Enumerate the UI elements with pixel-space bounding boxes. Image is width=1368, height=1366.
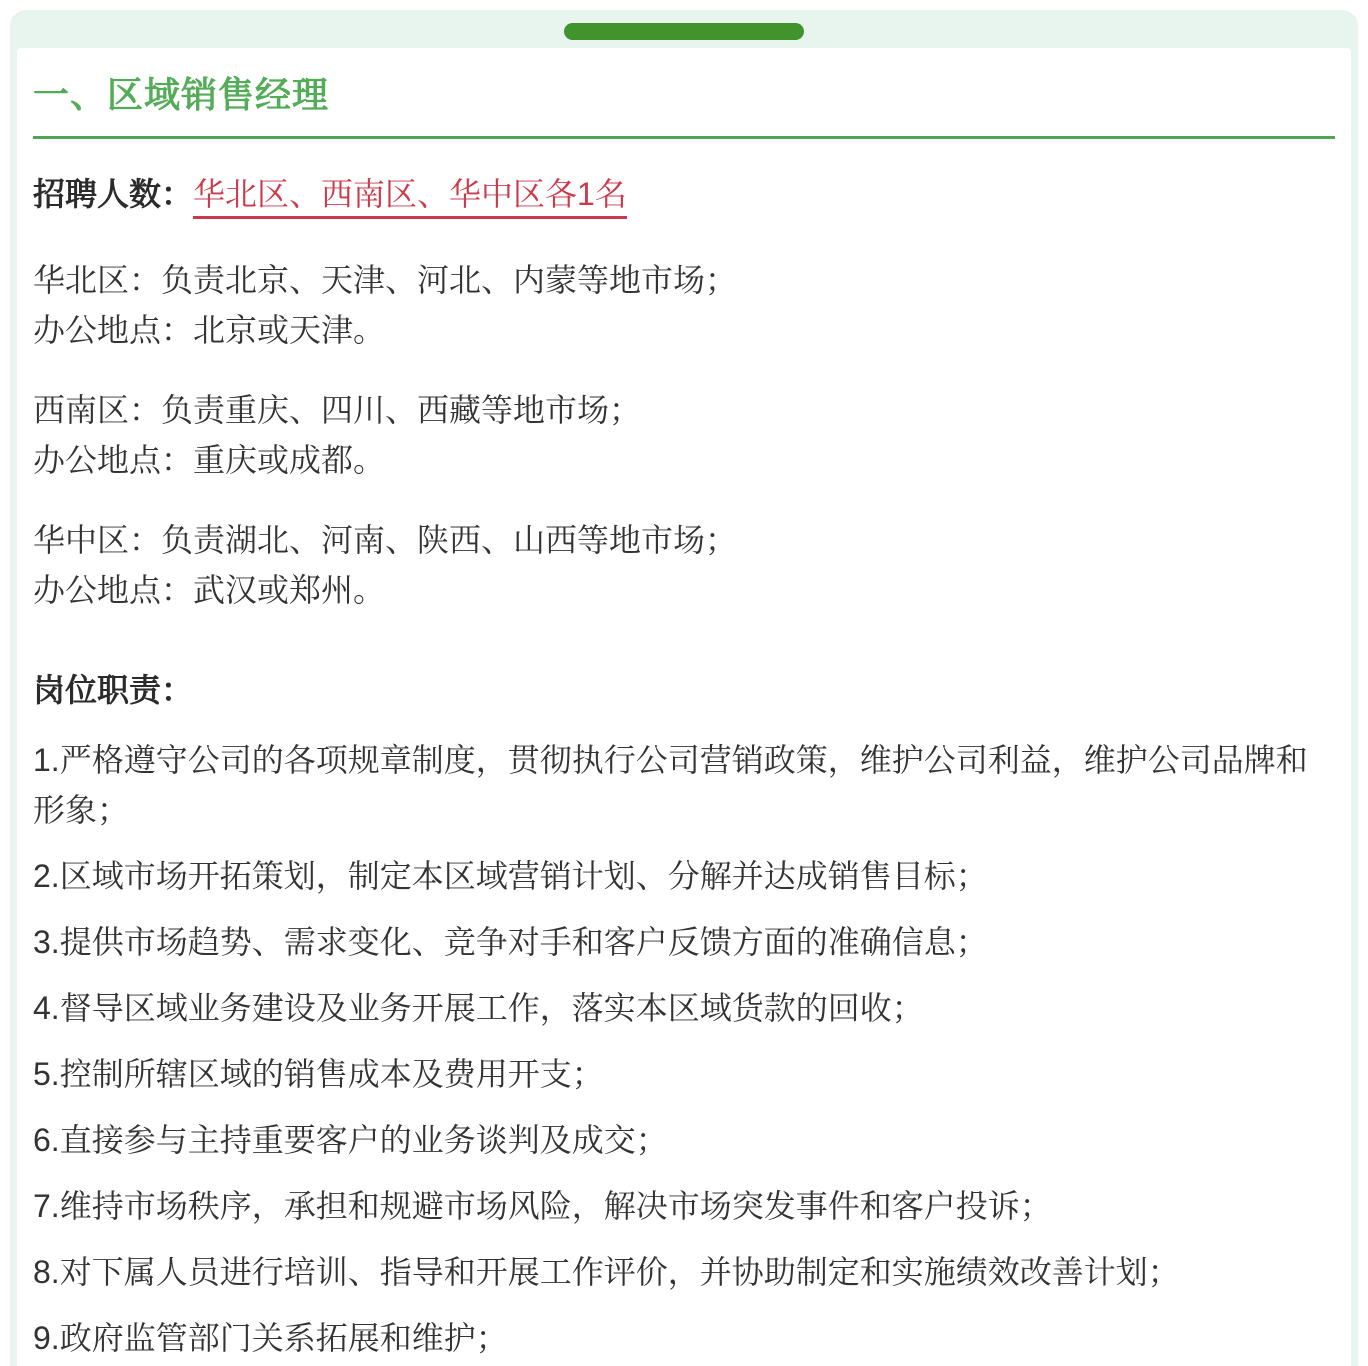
duty-item-1: 1.严格遵守公司的各项规章制度，贯彻执行公司营销政策，维护公司利益，维护公司品牌和形象； — [33, 742, 1308, 828]
region-office: 办公地点：重庆或成都。 — [33, 442, 386, 478]
duty-item-5: 5.控制所辖区域的销售成本及费用开支； — [33, 1056, 604, 1092]
duty-item-6: 6.直接参与主持重要客户的业务谈判及成交； — [33, 1122, 668, 1158]
region-block-southwest — [33, 385, 1335, 485]
duties-heading: 岗位职责： — [33, 672, 194, 708]
duty-item-9: 9.政府监管部门关系拓展和维护； — [33, 1320, 508, 1356]
region-office: 办公地点：武汉或郑州。 — [33, 572, 386, 608]
region-coverage: 西南区：负责重庆、四川、西藏等地市场； — [33, 392, 642, 428]
region-office: 办公地点：北京或天津。 — [33, 312, 386, 348]
duty-item-4: 4.督导区域业务建设及业务开展工作，落实本区域货款的回收； — [33, 990, 924, 1026]
content-panel — [10, 10, 1358, 1366]
job-posting-card — [17, 48, 1351, 1366]
duty-item-8: 8.对下属人员进行培训、指导和开展工作评价，并协助制定和实施绩效改善计划； — [33, 1254, 1180, 1290]
region-block-central — [33, 515, 1335, 615]
recruit-regions-link[interactable]: 华北区、西南区、华中区各1名 — [193, 176, 627, 219]
recruit-count-label: 招聘人数： — [33, 176, 194, 212]
duty-item-2: 2.区域市场开拓策划，制定本区域营销计划、分解并达成销售目标； — [33, 858, 988, 894]
drag-handle-pill-icon — [564, 23, 804, 40]
duty-item-7: 7.维持市场秩序，承担和规避市场风险，解决市场突发事件和客户投诉； — [33, 1188, 1052, 1224]
section-title: 一、区域销售经理 — [33, 74, 1335, 139]
duty-item-3: 3.提供市场趋势、需求变化、竞争对手和客户反馈方面的准确信息； — [33, 924, 988, 960]
region-coverage: 华北区：负责北京、天津、河北、内蒙等地市场； — [33, 262, 738, 298]
region-coverage: 华中区：负责湖北、河南、陕西、山西等地市场； — [33, 522, 738, 558]
region-block-north — [33, 255, 1335, 355]
recruit-count-line — [33, 169, 1335, 219]
